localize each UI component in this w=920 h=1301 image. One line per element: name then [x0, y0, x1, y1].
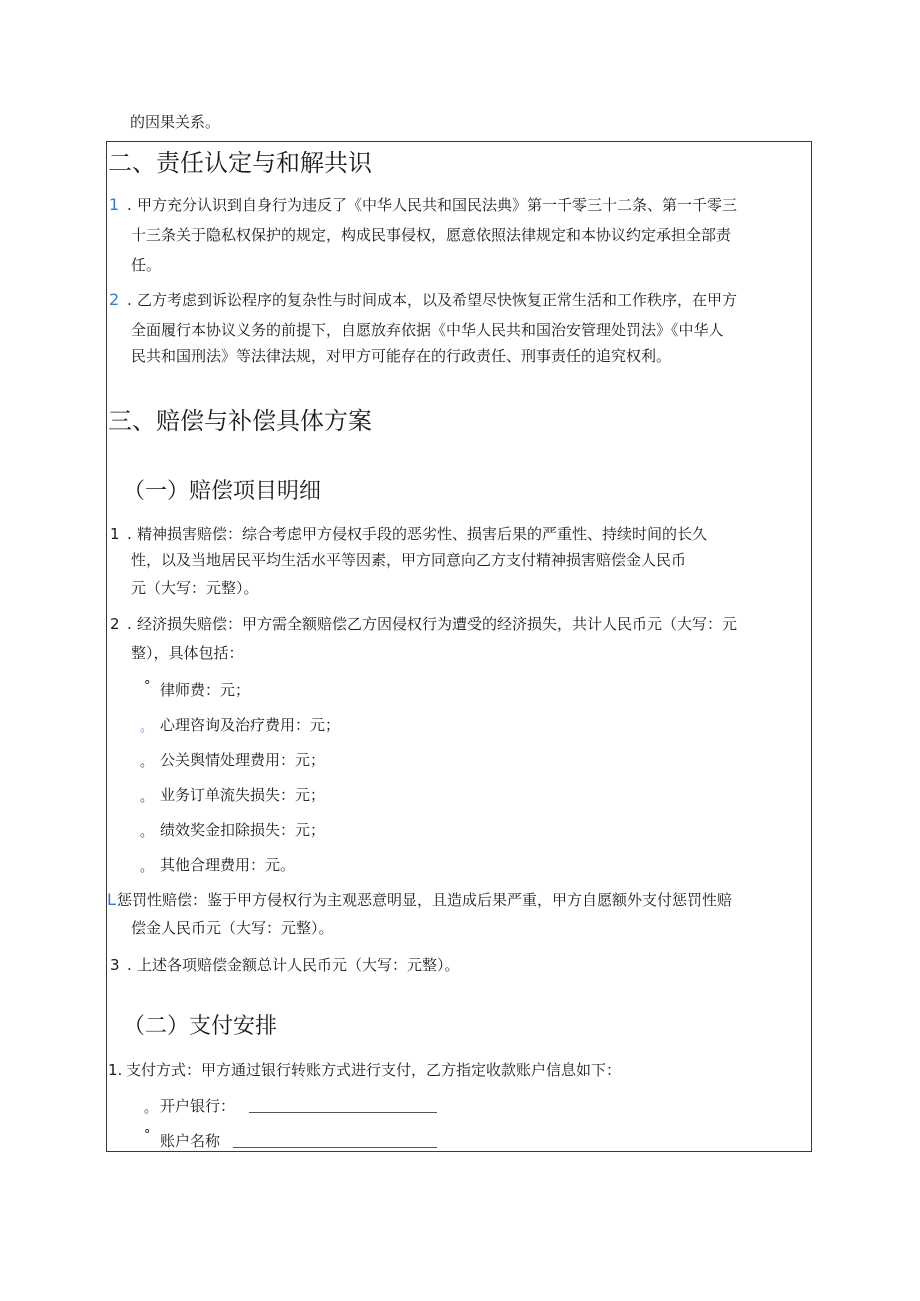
bullet-mark: 。 — [140, 720, 154, 735]
item-number: 1 — [110, 525, 120, 543]
subitem-text: 业务订单流失损失：元； — [160, 786, 326, 804]
item-separator: . — [127, 525, 132, 543]
item-text-line: 乙方考虑到诉讼程序的复杂性与时间成本，以及希望尽快恢复正常生活和工作秩序，在甲方 — [137, 291, 738, 309]
item-text-line: 整），具体包括： — [131, 644, 244, 662]
fill-in-line[interactable] — [233, 1147, 437, 1148]
bullet-mark: 。 — [140, 860, 154, 875]
item-text-line: 性，以及当地居民平均生活水平等因素，甲方同意向乙方支付精神损害赔偿金人民币 — [131, 551, 687, 569]
bullet-mark: 。 — [140, 825, 154, 840]
item-separator: . — [127, 615, 132, 633]
section2-title: 二、责任认定与和解共识 — [108, 149, 372, 177]
item-number: 1 — [109, 195, 120, 214]
subitem-text: 其他合理费用：元。 — [160, 856, 296, 874]
item-text-line: 甲方充分认识到自身行为违反了《中华人民共和国民法典》第一千零三十二条、第一千零三 — [137, 196, 738, 214]
fill-in-line[interactable] — [249, 1112, 437, 1113]
subitem-text: 心理咨询及治疗费用：元； — [160, 716, 341, 734]
bullet-mark: 。 — [140, 755, 154, 770]
item-text-line: 民共和国刑法》等法律法规，对甲方可能存在的行政责任、刑事责任的追究权利。 — [131, 347, 672, 365]
item-number: 2 — [110, 615, 120, 633]
item-text-line: 惩罚性赔偿：鉴于甲方侵权行为主观恶意明显，且造成后果严重，甲方自愿额外支付惩罚性赔 — [117, 891, 733, 909]
subitem-text: 律师费：元； — [160, 681, 251, 699]
bullet-mark: 。 — [144, 1101, 158, 1116]
item-text-line: 上述各项赔偿金额总计人民币元（大写：元整）。 — [137, 956, 460, 974]
item-text-line: 支付方式：甲方通过银行转账方式进行支付，乙方指定收款账户信息如下： — [126, 1061, 622, 1079]
item-text-line: 任。 — [131, 256, 162, 274]
intro-tail-text: 的因果关系。 — [130, 113, 221, 131]
section3-title: 三、赔偿与补偿具体方案 — [108, 407, 372, 435]
field-label: 开户银行： — [160, 1097, 236, 1115]
item-number: 1. — [108, 1061, 123, 1079]
bullet-mark: ° — [144, 1128, 151, 1143]
item-separator: . — [127, 956, 132, 974]
bullet-mark: ° — [144, 679, 151, 694]
item-number: 3 — [110, 956, 120, 974]
item-text-line: 经济损失赔偿：甲方需全额赔偿乙方因侵权行为遭受的经济损失，共计人民币元（大写：元 — [137, 615, 738, 633]
item-text-line: 全面履行本协议义务的前提下，自愿放弃依据《中华人民共和国治安管理处罚法》《中华人 — [131, 321, 724, 339]
item-separator: . — [127, 196, 132, 214]
item-number: L — [107, 890, 116, 909]
subitem-text: 公关舆情处理费用：元； — [160, 751, 326, 769]
item-text-line: 精神损害赔偿：综合考虑甲方侵权手段的恶劣性、损害后果的严重性、持续时间的长久 — [137, 525, 708, 543]
subitem-text: 绩效奖金扣除损失：元； — [160, 821, 326, 839]
field-label: 账户名称 — [160, 1132, 221, 1150]
item-text-line: 元（大写：元整）。 — [131, 579, 259, 597]
item-text-line: 偿金人民币元（大写：元整）。 — [131, 919, 334, 937]
subsection-1-title: （一）赔偿项目明细 — [123, 479, 322, 504]
item-separator: . — [127, 291, 132, 309]
bullet-mark: 。 — [140, 790, 154, 805]
item-number: 2 — [109, 290, 120, 309]
item-text-line: 十三条关于隐私权保护的规定，构成民事侵权，愿意依照法律规定和本协议约定承担全部责 — [131, 226, 732, 244]
subsection-2-title: （二）支付安排 — [123, 1014, 278, 1039]
